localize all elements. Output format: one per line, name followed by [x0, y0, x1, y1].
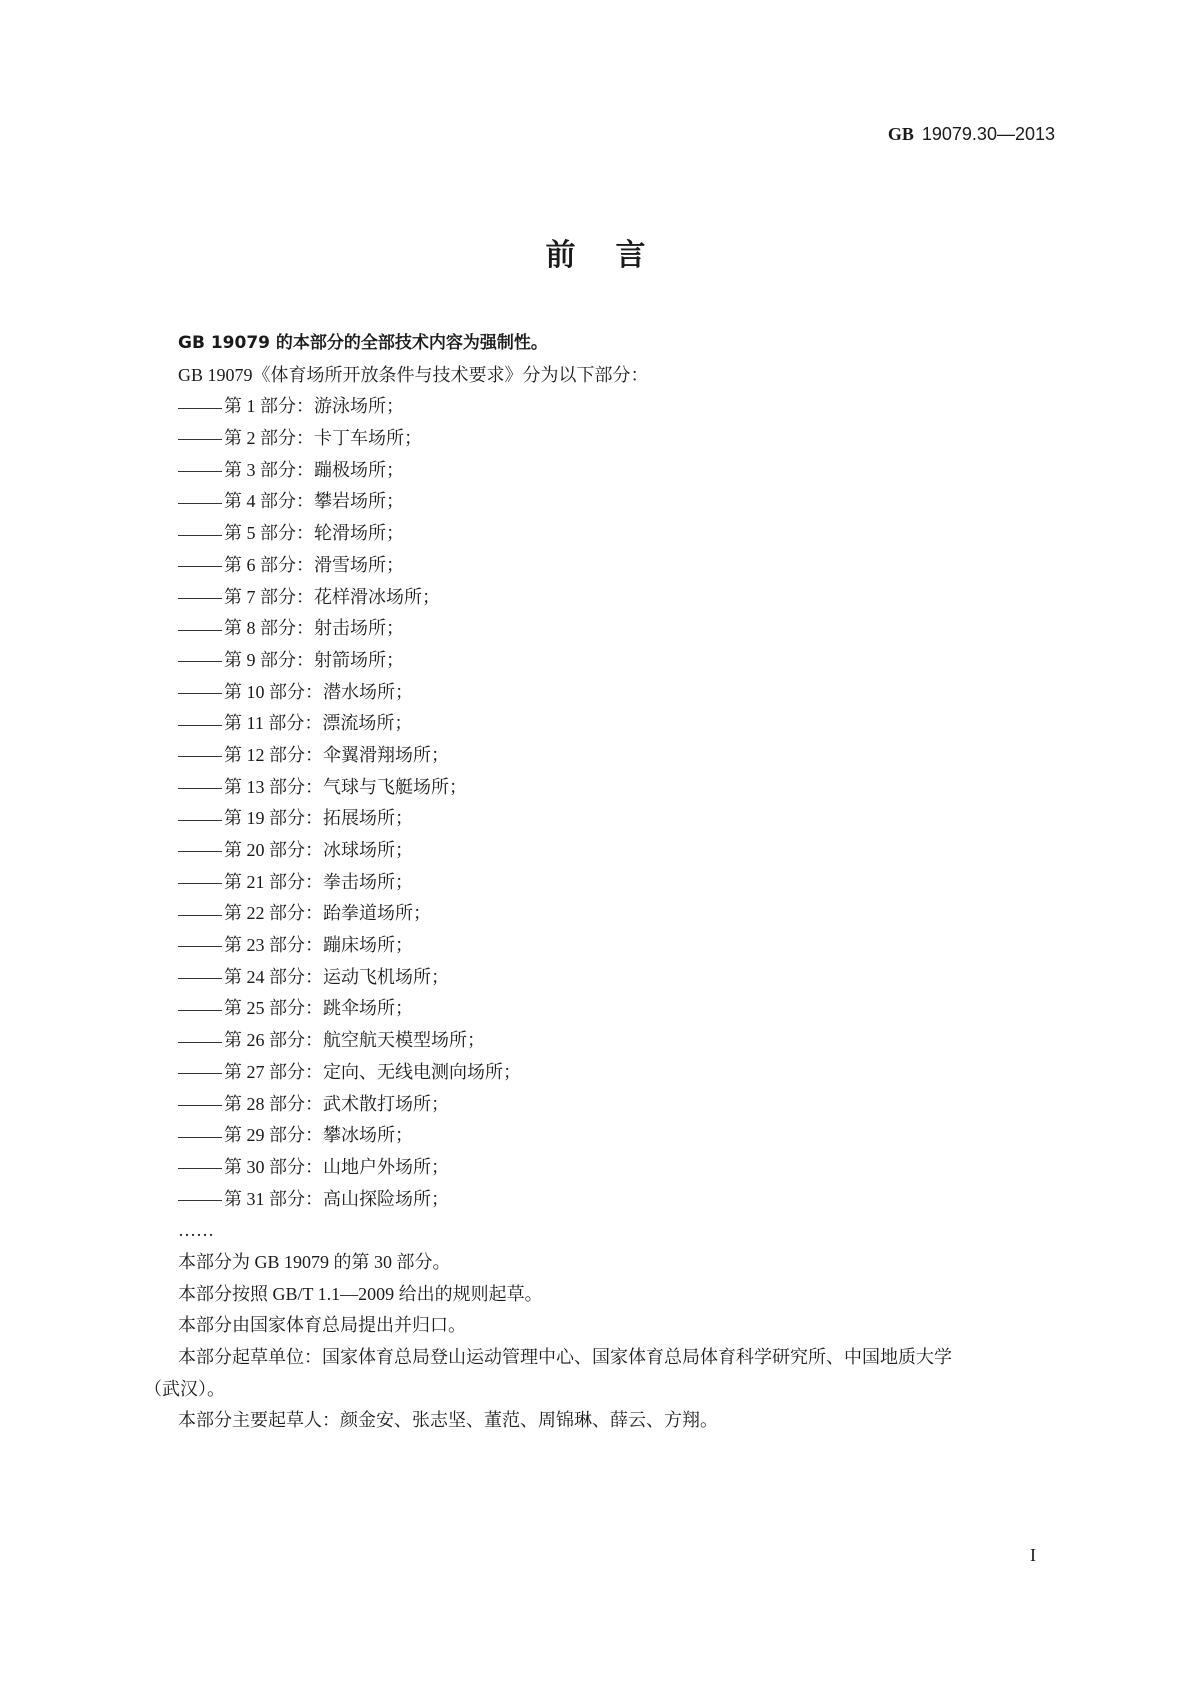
- list-item: [144, 962, 1069, 994]
- list-item-text: 第 6 部分：滑雪场所；: [224, 554, 404, 575]
- list-item: [144, 582, 1069, 614]
- dash-marker: [178, 820, 222, 821]
- dash-marker: [178, 915, 222, 916]
- list-item-text: 第 23 部分：蹦床场所；: [224, 935, 413, 956]
- foreword-body: [144, 328, 1069, 1437]
- list-item: [144, 740, 1069, 772]
- list-item: [144, 772, 1069, 804]
- list-item-text: 第 10 部分：潜水场所；: [224, 681, 413, 702]
- dash-marker: [178, 661, 222, 662]
- intro-paragraph: GB 19079《体育场所开放条件与技术要求》分为以下部分：: [178, 364, 649, 385]
- dash-marker: [178, 566, 222, 567]
- ellipsis: ……: [178, 1220, 214, 1241]
- list-item: [144, 835, 1069, 867]
- list-item-text: 第 5 部分：轮滑场所；: [224, 523, 404, 544]
- list-item: [144, 898, 1069, 930]
- list-item-text: 第 2 部分：卡丁车场所；: [224, 428, 422, 449]
- list-item-text: 第 26 部分：航空航天模型场所；: [224, 1030, 485, 1051]
- part-of-paragraph: 本部分为 GB 19079 的第 30 部分。: [178, 1251, 451, 1272]
- list-item-text: 第 30 部分：山地户外场所；: [224, 1156, 449, 1177]
- list-item: [144, 423, 1069, 455]
- dash-marker: [178, 851, 222, 852]
- list-item: [144, 613, 1069, 645]
- dash-marker: [178, 946, 222, 947]
- list-item-text: 第 19 部分：拓展场所；: [224, 808, 413, 829]
- list-item: [144, 1184, 1069, 1216]
- standard-prefix: GB: [887, 124, 914, 144]
- standard-code: [888, 124, 1055, 145]
- list-item: [144, 486, 1069, 518]
- list-item: [144, 1057, 1069, 1089]
- dash-marker: [178, 1042, 222, 1043]
- drafting-rules-paragraph: 本部分按照 GB/T 1.1—2009 给出的规则起草。: [178, 1283, 543, 1304]
- list-item-text: 第 1 部分：游泳场所；: [224, 396, 404, 417]
- list-item-text: 第 4 部分：攀岩场所；: [224, 491, 404, 512]
- list-item-text: 第 21 部分：拳击场所；: [224, 871, 413, 892]
- list-item-text: 第 22 部分：跆拳道场所；: [224, 903, 431, 924]
- list-item: [144, 518, 1069, 550]
- list-item: [144, 867, 1069, 899]
- dash-marker: [178, 408, 222, 409]
- list-item-text: 第 31 部分：高山探险场所；: [224, 1188, 449, 1209]
- page-title: 前言: [545, 238, 686, 273]
- dash-marker: [178, 1010, 222, 1011]
- dash-marker: [178, 439, 222, 440]
- dash-marker: [178, 978, 222, 979]
- list-item: [144, 930, 1069, 962]
- drafting-units-paragraph-cont: （武汉）。: [144, 1378, 225, 1399]
- standard-number: 19079.30—2013: [921, 124, 1055, 144]
- list-item-text: 第 9 部分：射箭场所；: [224, 649, 404, 670]
- dash-marker: [178, 503, 222, 504]
- dash-marker: [178, 471, 222, 472]
- list-item-text: 第 8 部分：射击场所；: [224, 618, 404, 639]
- dash-marker: [178, 1073, 222, 1074]
- list-item-text: 第 25 部分：跳伞场所；: [224, 998, 413, 1019]
- list-item: [144, 391, 1069, 423]
- list-item: [144, 1120, 1069, 1152]
- proposed-by-paragraph: 本部分由国家体育总局提出并归口。: [178, 1315, 466, 1336]
- list-item: [144, 708, 1069, 740]
- list-item: [144, 803, 1069, 835]
- drafting-units-paragraph: 本部分起草单位：国家体育总局登山运动管理中心、国家体育总局体育科学研究所、中国地质大学: [178, 1347, 952, 1367]
- list-item: [144, 677, 1069, 709]
- mandatory-statement: GB 19079 的本部分的全部技术内容为强制性。: [178, 333, 548, 353]
- page-number: I: [1030, 1545, 1036, 1565]
- list-item-text: 第 13 部分：气球与飞艇场所；: [224, 776, 467, 797]
- dash-marker: [178, 535, 222, 536]
- dash-marker: [178, 1105, 222, 1106]
- list-item-text: 第 20 部分：冰球场所；: [224, 840, 413, 860]
- dash-marker: [178, 1137, 222, 1138]
- dash-marker: [178, 1168, 222, 1169]
- dash-marker: [178, 598, 222, 599]
- list-item-text: 第 29 部分：攀冰场所；: [224, 1125, 413, 1146]
- drafters-paragraph: 本部分主要起草人：颜金安、张志坚、董范、周锦琳、薛云、方翔。: [178, 1410, 718, 1431]
- list-item: [144, 455, 1069, 487]
- dash-marker: [178, 1200, 222, 1201]
- list-item-text: 第 27 部分：定向、无线电测向场所；: [224, 1061, 521, 1082]
- list-item: [144, 1089, 1069, 1121]
- list-item: [144, 550, 1069, 582]
- dash-marker: [178, 883, 222, 884]
- list-item-text: 第 24 部分：运动飞机场所；: [224, 966, 449, 987]
- dash-marker: [178, 630, 222, 631]
- list-item-text: 第 11 部分：漂流场所；: [224, 713, 413, 734]
- list-item: [144, 1152, 1069, 1184]
- dash-marker: [178, 725, 222, 726]
- list-item-text: 第 7 部分：花样滑冰场所；: [224, 586, 440, 607]
- list-item-text: 第 3 部分：蹦极场所；: [224, 459, 404, 480]
- dash-marker: [178, 756, 222, 757]
- list-item: [144, 1025, 1069, 1057]
- list-item-text: 第 28 部分：武术散打场所；: [224, 1093, 449, 1114]
- parts-list: [144, 391, 1069, 1215]
- dash-marker: [178, 693, 222, 694]
- list-item: [144, 645, 1069, 677]
- dash-marker: [178, 788, 222, 789]
- list-item-text: 第 12 部分：伞翼滑翔场所；: [224, 744, 449, 765]
- list-item: [144, 993, 1069, 1025]
